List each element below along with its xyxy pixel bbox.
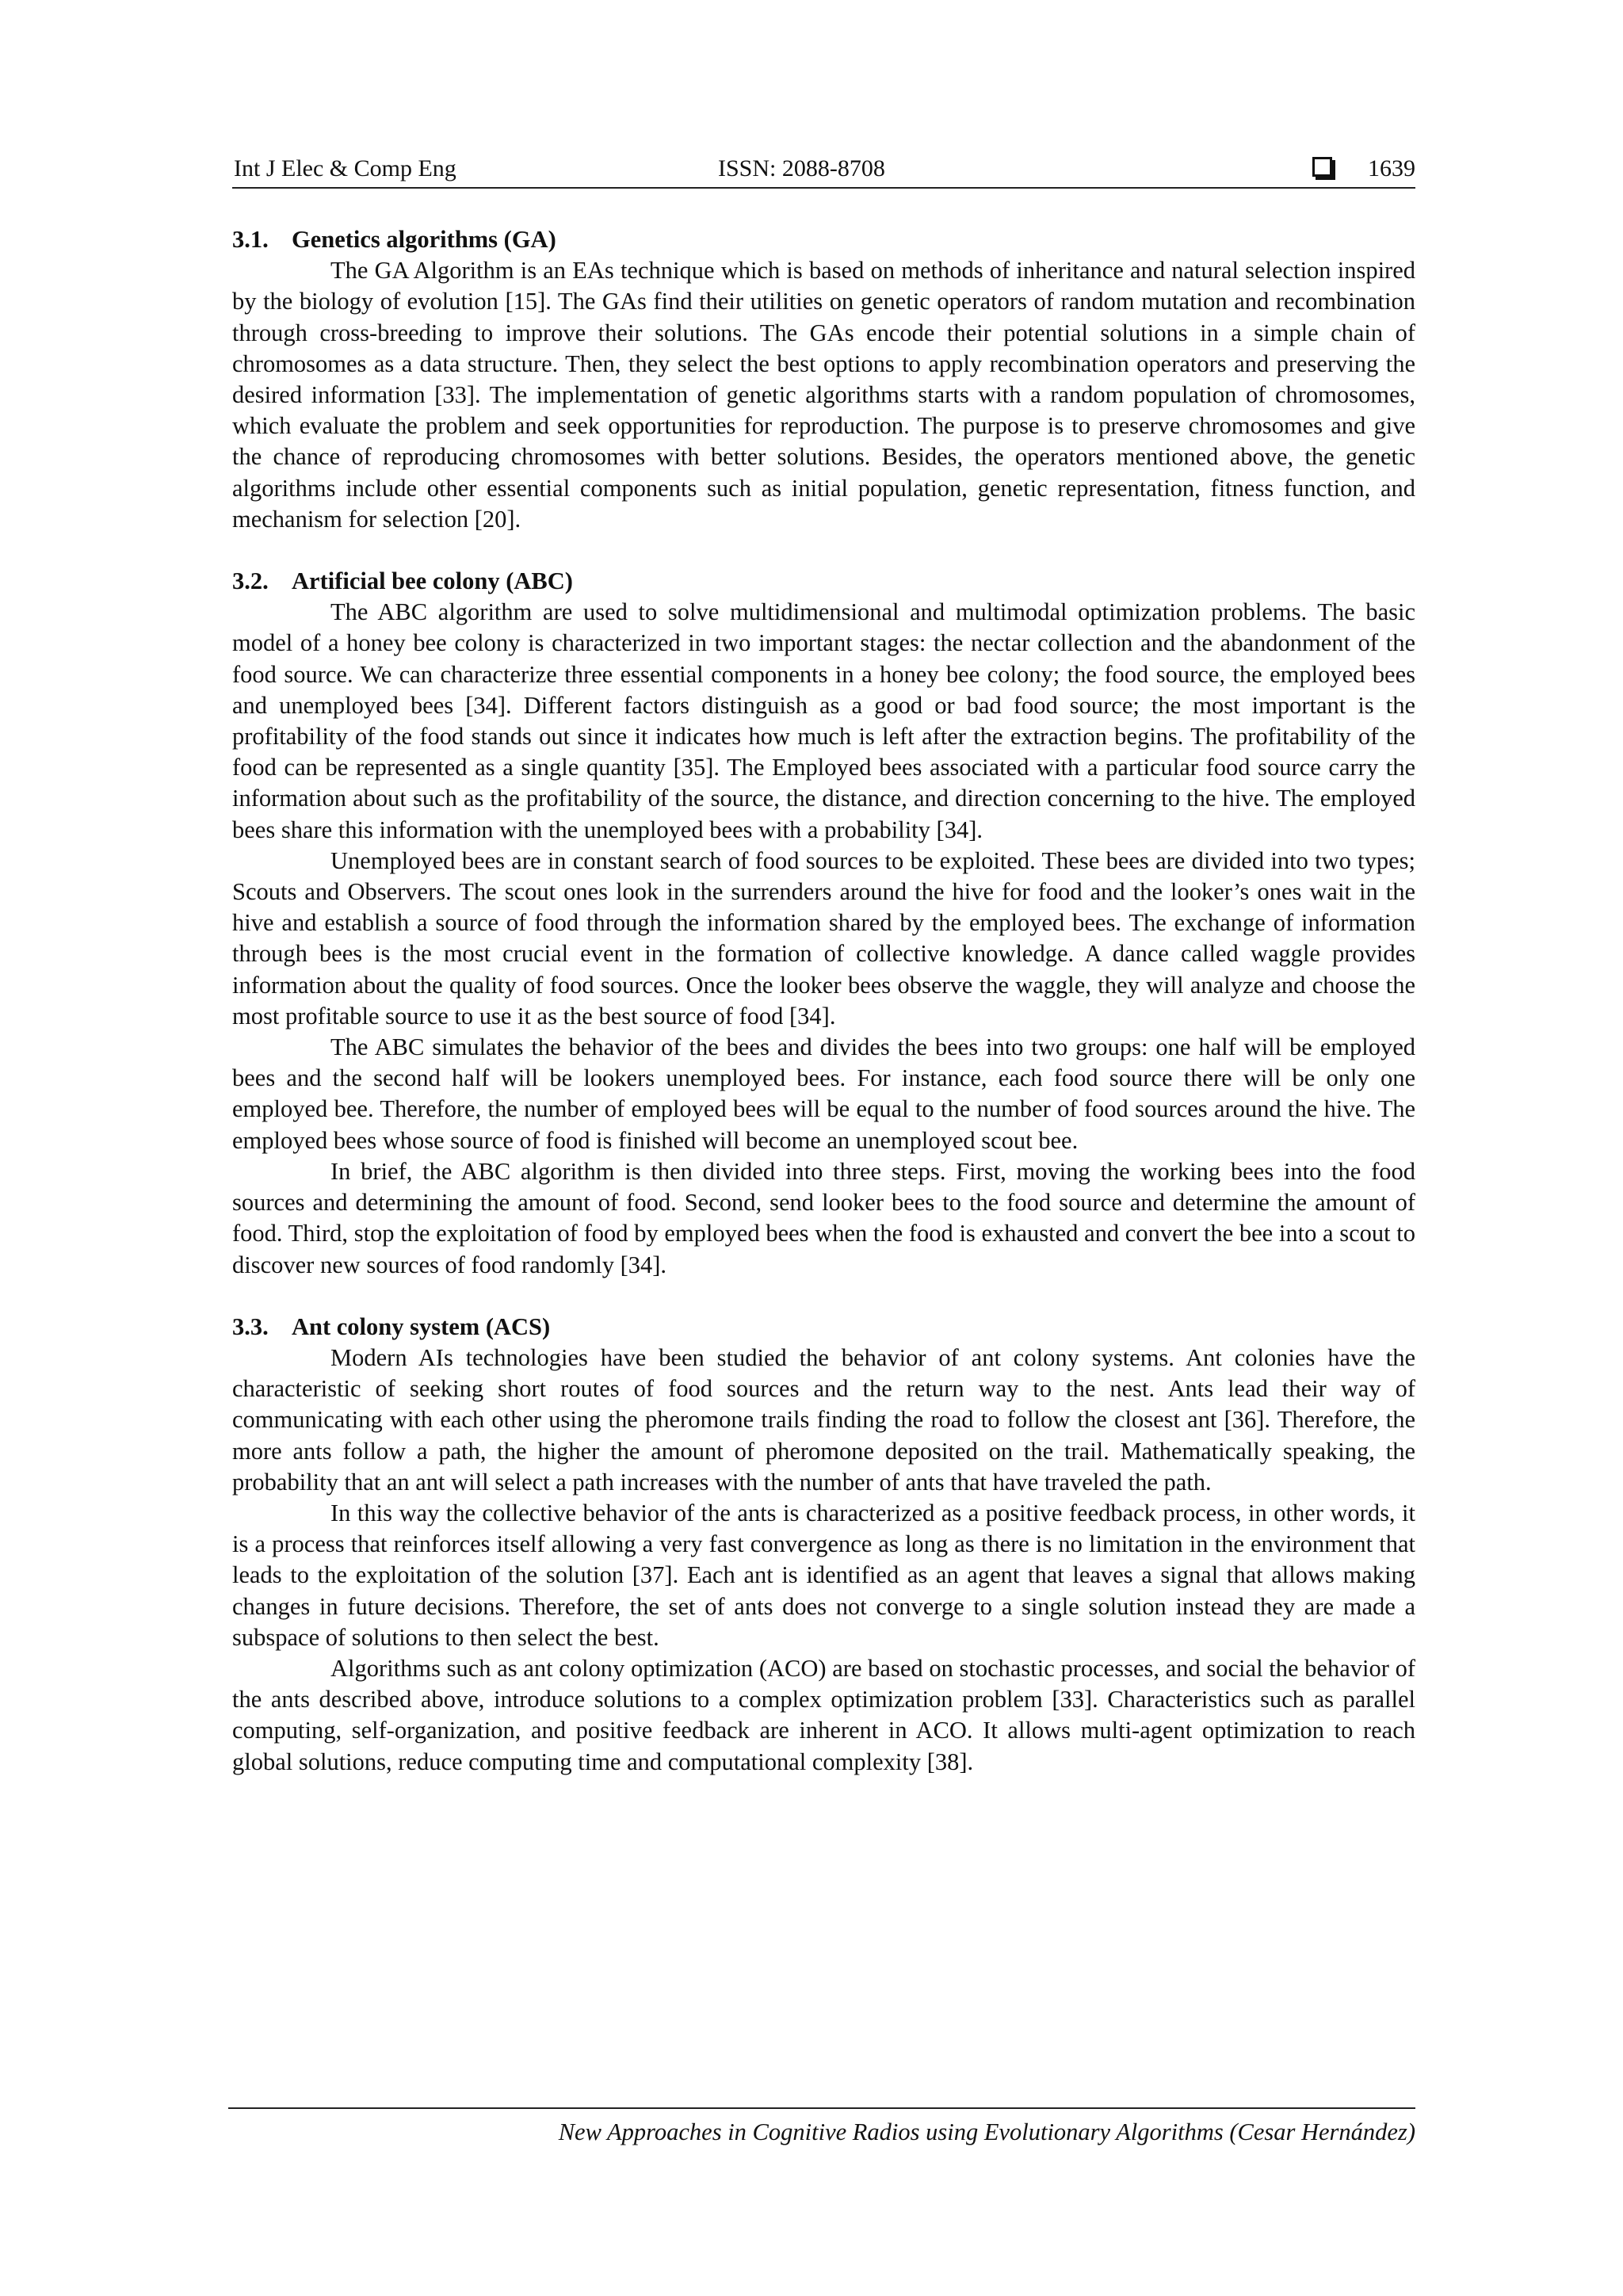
section-number: 3.3. bbox=[232, 1312, 269, 1340]
section-genetic-algorithms bbox=[232, 224, 1415, 535]
section-title: Artificial bee colony (ABC) bbox=[292, 567, 573, 595]
paragraph: In this way the collective behavior of the ants is characterized as a positive feedback process, in other words, it is a process that reinforces itself allowing a very fast convergence as long as there is no limitation in the environment that leads to the exploitation of the solution [37]. Each ant is identified as an agent that leaves a signal that allows making changes in future decisions. Therefore, the set of ants does not converge to a single solution instead they are made a subspace of solutions to then select the best. bbox=[232, 1499, 1415, 1651]
paragraph: The GA Algorithm is an EAs technique which is based on methods of inheritance and natural selection inspired by the biology of evolution [15]. The GAs find their utilities on genetic operators of random mutation and recombination through cross-breeding to improve their solutions. The GAs encode their potential solutions in a simple chain of chromosomes as a data structure. Then, they select the best options to apply recombination operators and preserving the desired information [33]. The implementation of genetic algorithms starts with a random population of chromosomes, which evaluate the problem and seek opportunities for reproduction. The purpose is to preserve chromosomes and give the chance of reproducing chromosomes with better solutions. Besides, the operators mentioned above, the genetic algorithms include other essential components such as initial population, genetic representation, fitness function, and mechanism for selection [20]. bbox=[232, 257, 1415, 533]
running-title: New Approaches in Cognitive Radios using Evolutionary Algorithms (Cesar Hernández) bbox=[558, 2118, 1415, 2145]
journal-name: Int J Elec & Comp Eng bbox=[234, 155, 456, 181]
section-title: Ant colony system (ACS) bbox=[292, 1312, 551, 1340]
page-number-group bbox=[1312, 155, 1415, 182]
paragraph: In brief, the ABC algorithm is then divided into three steps. First, moving the working bees into the food sources and determining the amount of food. Second, send looker bees to the food source and determine the amount of food. Third, stop the exploitation of food by employed bees when the food is exhausted and convert the bee into a scout to discover new sources of food randomly [34]. bbox=[232, 1157, 1415, 1278]
section-heading bbox=[232, 1312, 1415, 1343]
paragraph: Unemployed bees are in constant search of food sources to be exploited. These bees are divided into two types; Scouts and Observers. The scout ones look in the surrenders around the hive for food and the looker’s ones wait in the hive and establish a source of food through the information shared by the employed bees. The exchange of information through bees is the most crucial event in the formation of collective knowledge. A dance called waggle provides information about the quality of food sources. Once the looker bees observe the waggle, they will analyze and choose the most profitable source to use it as the best source of food [34]. bbox=[232, 846, 1415, 1030]
issn: ISSN: 2088-8708 bbox=[718, 155, 885, 181]
section-ant-colony-system bbox=[232, 1312, 1415, 1778]
section-number: 3.1. bbox=[232, 226, 269, 253]
page-header bbox=[232, 152, 1415, 189]
paragraph: Algorithms such as ant colony optimization (ACO) are based on stochastic processes, and social the behavior of the ants described above, introduce solutions to a complex optimization problem [33]. Characteristics such as parallel computing, self-organization, and positive feedback are inherent in ACO. It allows multi-agent optimization to reach global solutions, reduce computing time and computational complexity [38]. bbox=[232, 1654, 1415, 1775]
paragraph: The ABC simulates the behavior of the bees and divides the bees into two groups: one half will be employed bees and the second half will be lookers unemployed bees. For instance, each food source there will be only one employed bee. Therefore, the number of employed bees will be equal to the number of food sources around the hive. The employed bees whose source of food is finished will become an unemployed scout bee. bbox=[232, 1033, 1415, 1154]
section-heading bbox=[232, 224, 1415, 255]
page-footer bbox=[228, 2107, 1415, 2146]
main-content bbox=[232, 224, 1415, 1809]
paragraph: The ABC algorithm are used to solve multidimensional and multimodal optimization problems. The basic model of a honey bee colony is characterized in two important stages: the nectar collection and the abandonment of the food source. We can characterize three essential components in a honey bee colony; the food source, the employed bees and unemployed bees [34]. Different factors distinguish as a good or bad food source; the most important is the profitability of the food stands out since it indicates how much is left after the extraction begins. The profitability of the food can be represented as a single quantity [35]. The Employed bees associated with a particular food source carry the information about such as the profitability of the source, the distance, and direction concerning to the hive. The employed bees share this information with the unemployed bees with a probability [34]. bbox=[232, 598, 1415, 843]
square-bullet-icon bbox=[1312, 157, 1332, 177]
paragraph: Modern AIs technologies have been studied the behavior of ant colony systems. Ant colonies have the characteristic of seeking short routes of food sources and the return way to the nest. Ants lead their way of communicating with each other using the pheromone trails finding the road to follow the closest ant [36]. Therefore, the more ants follow a path, the higher the amount of pheromone deposited on the trail. Mathematically speaking, the probability that an ant will select a path increases with the number of ants that have traveled the path. bbox=[232, 1343, 1415, 1496]
section-number: 3.2. bbox=[232, 567, 269, 595]
section-title: Genetics algorithms (GA) bbox=[292, 226, 556, 253]
page-number: 1639 bbox=[1368, 155, 1415, 181]
section-artificial-bee-colony bbox=[232, 566, 1415, 1281]
section-heading bbox=[232, 566, 1415, 597]
